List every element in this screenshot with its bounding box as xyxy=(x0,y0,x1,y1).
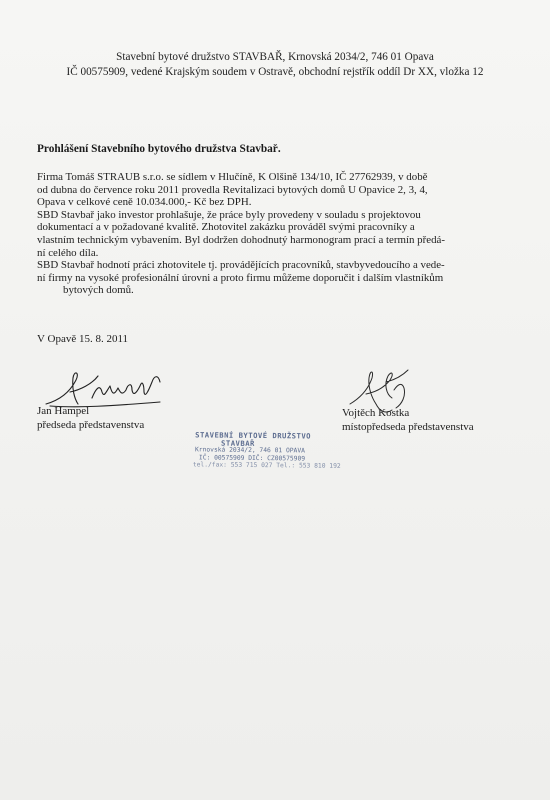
body-line: Opava v celkové ceně 10.034.000,- Kč bez DPH. xyxy=(37,196,252,209)
stamp-line: STAVBAŘ xyxy=(221,438,255,448)
signatory-left-role: předseda představenstva xyxy=(37,419,145,431)
signatory-right-name: Vojtěch Kostka xyxy=(342,407,410,419)
body-line: ní celého díla. xyxy=(37,246,99,259)
company-stamp xyxy=(192,430,341,471)
stamp-line: Krnovská 2034/2, 746 01 OPAVA xyxy=(194,446,305,455)
body-line: Firma Tomáš STRAUB s.r.o. se sídlem v Hlučíně, K Olšině 134/10, IČ 27762939, v době xyxy=(37,171,428,183)
body-line: SBD Stavbař hodnotí práci zhotovitele tj. provádějících pracovníků, stavbyvedoucího a vede- xyxy=(37,259,445,272)
document-body xyxy=(37,171,507,297)
letterhead xyxy=(20,50,530,80)
body-line: dokumentací a v požadované kvalitě. Zhotovitel zakázku prováděl svými pracovníky a xyxy=(37,221,415,234)
stamp-line: STAVEBNÍ BYTOVÉ DRUŽSTVO xyxy=(195,430,312,441)
document-title: Prohlášení Stavebního bytového družstva Stavbař. xyxy=(37,143,281,155)
stamp-line: tel./fax: 553 715 027 Tel.: 553 810 192 xyxy=(192,461,341,471)
body-line: vlastním technickým vybavením. Byl dodržen dohodnutý harmonogram prací a termín předá- xyxy=(37,233,445,246)
signatory-left xyxy=(37,404,144,432)
body-line: SBD Stavbař jako investor prohlašuje, že práce byly provedeny v souladu s projektovou xyxy=(37,208,421,221)
letterhead-line-1: Stavební bytové družstvo STAVBAŘ, Krnovská 2034/2, 746 01 Opava xyxy=(116,51,434,63)
document-date: V Opavě 15. 8. 2011 xyxy=(37,333,129,345)
letterhead-line-2: IČ 00575909, vedené Krajským soudem v Ostravě, obchodní rejstřík oddíl Dr XX, vložka 12 xyxy=(66,66,484,78)
stamp-line: IČ: 00575909 DIČ: CZ00575909 xyxy=(198,454,306,463)
body-line: ní firmy na vysoké profesionální úrovni a proto firmu můžeme doporučit i dalším vlastníkům xyxy=(37,271,444,284)
body-line: od dubna do července roku 2011 provedla Revitalizaci bytových domů U Opavice 2, 3, 4, xyxy=(37,183,428,196)
signatory-right-role: místopředseda představenstva xyxy=(342,421,474,433)
signatory-left-name: Jan Hampel xyxy=(37,405,90,417)
body-line: bytových domů. xyxy=(63,284,134,297)
signatory-right xyxy=(342,406,474,434)
